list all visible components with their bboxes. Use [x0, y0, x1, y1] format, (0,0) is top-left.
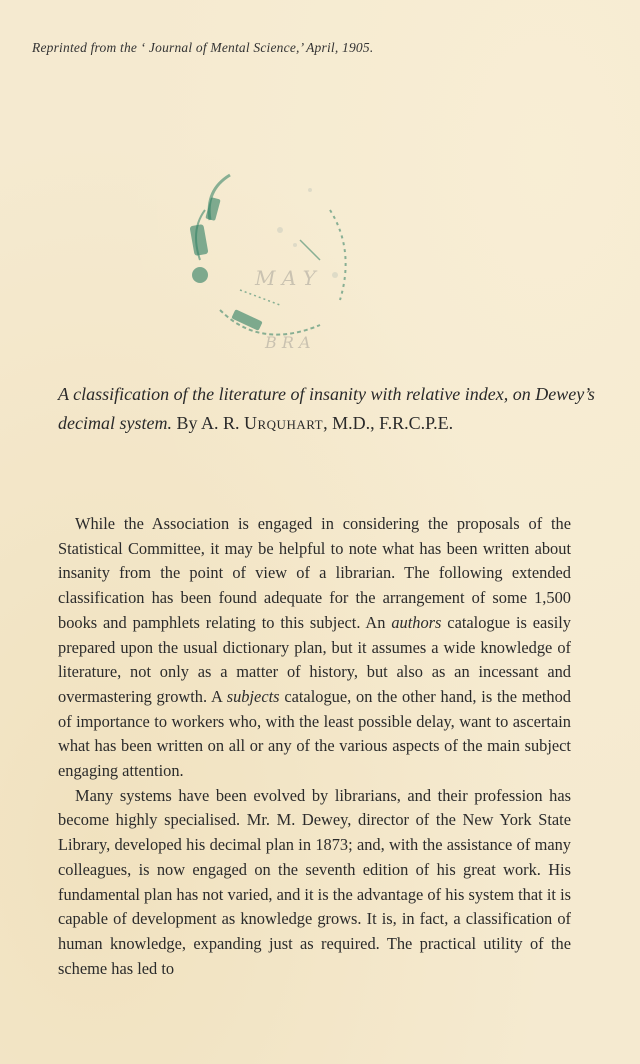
svg-text:M A Y: M A Y [255, 266, 316, 290]
p1-text-a: While the Association is engaged in considering the proposals of the Statistical Committee, it may be helpful to note what has been written about insanity from the point of view of a librarian. The following extended classification has been found adequate for the arrangement of some 1,500 books and pamphlets relating to this subject. An [58, 514, 571, 632]
p1-emphasis-authors: authors [391, 612, 442, 632]
p1-emphasis-subjects: subjects [226, 686, 280, 706]
article-body [58, 512, 571, 981]
paragraph-1 [58, 512, 571, 784]
p1-text-c: catalogue, on the other hand, is the method of importance to workers who, with the least possible delay, want to ascertain what has been written on all or any of the various aspects of the main subject engaging attention. [58, 686, 571, 781]
title-italic: A classification of the literature of insanity with relative index, on Dewey’s decimal system. [58, 384, 595, 433]
author-credentials: , M.D., F.R.C.P.E. [323, 412, 454, 433]
p1-text-b: catalogue is easily prepared upon the usual dictionary plan, but it assumes a wide knowledge of literature, not only as a matter of history, but also as an incessant and overmastering growth. A [58, 612, 571, 706]
title-by: By A. R. [171, 412, 244, 433]
svg-text:B R A: B R A [265, 333, 311, 352]
paragraph-2: Many systems have been evolved by librarians, and their profession has become highly specialised. Mr. M. Dewey, director of the New York State Library, developed his decimal plan in 1873; and, with the assistance of many colleagues, is now engaged on the seventh edition of his great work. His fundamental plan has not varied, and it is the advantage of his system that it is capable of development as knowledge grows. It is, in fact, a classification of human knowledge, expanding just as required. The practical utility of the scheme has led to [58, 785, 571, 978]
article-title [58, 380, 618, 437]
reprint-header: Reprinted from the ‘ Journal of Mental Science,’ April, 1905. [32, 40, 374, 55]
library-stamp-icon [170, 150, 370, 370]
author-surname: Urquhart [244, 412, 324, 433]
